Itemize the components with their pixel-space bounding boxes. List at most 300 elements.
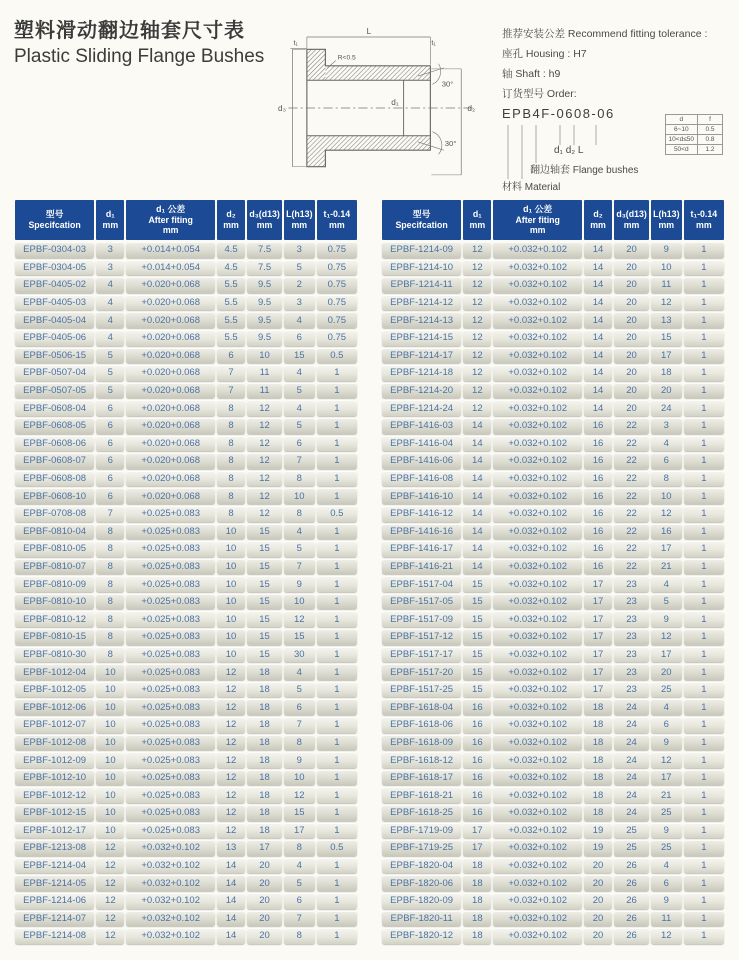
table-row [15,858,357,874]
tolerance-cell: +0.032+0.102 [493,823,581,839]
d2-cell: 16 [584,506,612,522]
d2-cell: 14 [217,875,245,891]
table-row [382,858,724,874]
d2-cell: 16 [584,418,612,434]
spec-cell: EPBF-1214-06 [15,893,94,909]
d3-cell: 22 [614,418,649,434]
length-cell: 3 [284,295,315,311]
t-cell: 1 [317,928,357,944]
d3-cell: 20 [247,875,282,891]
col-header-length: L(h13) mm [651,200,682,240]
spec-cell: EPBF-1214-07 [15,911,94,927]
tolerance-cell: +0.014+0.054 [126,260,214,276]
d3-cell: 24 [614,787,649,803]
d3-cell: 20 [614,348,649,364]
tolerance-cell: +0.032+0.102 [126,840,214,856]
d3-cell: 20 [614,260,649,276]
d3-cell: 20 [247,911,282,927]
d3-cell: 18 [247,805,282,821]
length-cell: 20 [651,664,682,680]
t-cell: 1 [684,823,724,839]
spec-cell: EPBF-1214-20 [382,383,461,399]
table-row [382,559,724,575]
spec-cell: EPBF-0608-05 [15,418,94,434]
length-cell: 12 [651,506,682,522]
d2-cell: 17 [584,629,612,645]
length-cell: 9 [651,242,682,258]
d1-cell: 4 [96,330,124,346]
d2-cell: 8 [217,488,245,504]
table-row [15,277,357,293]
title-block [14,14,276,196]
spec-cell: EPBF-0405-04 [15,312,94,328]
d3-cell: 18 [247,717,282,733]
length-cell: 17 [651,770,682,786]
d3-cell: 26 [614,928,649,944]
length-cell: 9 [651,735,682,751]
d1-cell: 10 [96,787,124,803]
t-cell: 1 [317,875,357,891]
tolerance-cell: +0.032+0.102 [493,277,581,293]
d3-cell: 15 [247,647,282,663]
d3-cell: 25 [614,840,649,856]
t-cell: 1 [684,541,724,557]
length-cell: 10 [284,488,315,504]
tolerance-cell: +0.032+0.102 [493,893,581,909]
d3-cell: 18 [247,699,282,715]
table-row [382,471,724,487]
table-row [382,682,724,698]
tolerance-cell: +0.032+0.102 [493,436,581,452]
d1-cell: 16 [463,717,491,733]
d3-cell: 18 [247,664,282,680]
table-row [382,506,724,522]
d3-cell: 18 [247,682,282,698]
spec-cell: EPBF-1517-20 [382,664,461,680]
table-row [382,664,724,680]
spec-cell: EPBF-0507-04 [15,365,94,381]
spec-cell: EPBF-1618-09 [382,735,461,751]
d1-cell: 6 [96,418,124,434]
col-header-d3: d₃(d13) mm [614,200,649,240]
length-cell: 6 [651,453,682,469]
table-row [15,682,357,698]
d3-cell: 24 [614,717,649,733]
length-cell: 10 [651,260,682,276]
d3-cell: 24 [614,735,649,751]
d2-cell: 14 [584,330,612,346]
spec-cell: EPBF-1719-09 [382,823,461,839]
tolerance-cell: +0.025+0.083 [126,594,214,610]
t-cell: 1 [684,770,724,786]
tolerance-cell: +0.025+0.083 [126,717,214,733]
tolerance-cell: +0.020+0.068 [126,453,214,469]
d2-cell: 12 [217,735,245,751]
d2-cell: 18 [584,805,612,821]
t-cell: 1 [684,664,724,680]
t-cell: 1 [317,488,357,504]
d2-cell: 14 [584,312,612,328]
d2-cell: 4.5 [217,242,245,258]
d3-cell: 24 [614,805,649,821]
tolerance-cell: +0.020+0.068 [126,312,214,328]
table-row [382,699,724,715]
spec-cell: EPBF-1618-25 [382,805,461,821]
d1-cell: 3 [96,242,124,258]
d3-cell: 11 [247,365,282,381]
length-cell: 3 [284,242,315,258]
t-cell: 0.75 [317,242,357,258]
t-cell: 1 [317,611,357,627]
table-row [15,242,357,258]
length-cell: 15 [284,805,315,821]
d3-cell: 20 [614,242,649,258]
spec-cell: EPBF-1214-05 [15,875,94,891]
table-row [15,559,357,575]
tolerance-cell: +0.032+0.102 [493,682,581,698]
fitting-tolerance-line: 推荐安装公差 Recommend fitting tolerance : [502,28,708,40]
length-cell: 7 [284,453,315,469]
d2-cell: 12 [217,805,245,821]
d1-cell: 15 [463,629,491,645]
d2-cell: 14 [217,928,245,944]
d3-cell: 20 [614,295,649,311]
d2-cell: 8 [217,506,245,522]
d3-cell: 26 [614,911,649,927]
spec-cell: EPBF-0608-06 [15,436,94,452]
length-cell: 21 [651,787,682,803]
tolerance-cell: +0.032+0.102 [493,805,581,821]
length-cell: 21 [651,559,682,575]
t-cell: 1 [684,594,724,610]
t-cell: 1 [317,770,357,786]
spec-cell: EPBF-1012-17 [15,823,94,839]
table-row [382,629,724,645]
page-title-zh: 塑料滑动翻边轴套尺寸表 [14,20,245,42]
d2-cell: 10 [217,576,245,592]
tolerance-cell: +0.032+0.102 [493,242,581,258]
table-row [15,365,357,381]
table-row [382,524,724,540]
d2-cell: 14 [584,242,612,258]
spec-cell: EPBF-1416-17 [382,541,461,557]
radius-label: R<0.5 [337,54,356,62]
tolerance-cell: +0.032+0.102 [493,506,581,522]
d3-cell: 7.5 [247,242,282,258]
table-row [15,312,357,328]
t-cell: 1 [684,400,724,416]
d1-cell: 5 [96,348,124,364]
d2-cell: 14 [584,383,612,399]
d2-cell: 4.5 [217,260,245,276]
tolerance-cell: +0.032+0.102 [493,928,581,944]
spec-cell: EPBF-1416-04 [382,436,461,452]
d3-cell: 22 [614,436,649,452]
tolerance-cell: +0.032+0.102 [493,488,581,504]
spec-cell: EPBF-1012-12 [15,787,94,803]
spec-cell: EPBF-1416-08 [382,471,461,487]
d3-cell: 22 [614,524,649,540]
table-row [382,453,724,469]
length-cell: 13 [651,312,682,328]
table-row [15,805,357,821]
d1-cell: 6 [96,400,124,416]
table-row [15,611,357,627]
tolerance-cell: +0.032+0.102 [493,471,581,487]
t-cell: 1 [684,717,724,733]
d1-cell: 14 [463,471,491,487]
d3-cell: 22 [614,453,649,469]
d1-cell: 14 [463,524,491,540]
d2-cell: 18 [584,699,612,715]
table-row [382,770,724,786]
d3-cell: 9.5 [247,330,282,346]
length-cell: 10 [651,488,682,504]
spec-cell: EPBF-1416-21 [382,559,461,575]
tolerance-cell: +0.020+0.068 [126,277,214,293]
d2-cell: 17 [584,682,612,698]
tolerance-cell: +0.032+0.102 [493,858,581,874]
annotation-dims-label: d₁ d₂ L [554,145,584,156]
d2-cell: 16 [584,471,612,487]
d1-cell: 16 [463,735,491,751]
d1-cell: 14 [463,559,491,575]
tolerance-cell: +0.032+0.102 [493,330,581,346]
d3-cell: 15 [247,541,282,557]
length-cell: 6 [284,330,315,346]
d3-cell: 20 [247,893,282,909]
d1-cell: 14 [463,418,491,434]
table-row [15,576,357,592]
d1-cell: 4 [96,277,124,293]
t-cell: 0.5 [317,506,357,522]
d2-cell: 20 [584,893,612,909]
d3-cell: 12 [247,418,282,434]
length-cell: 6 [651,875,682,891]
mini-table-header-f: f [698,115,723,125]
d3-cell: 20 [614,312,649,328]
table-row [382,365,724,381]
table-row [382,805,724,821]
t-cell: 1 [317,787,357,803]
col-header-d2: d₂ mm [584,200,612,240]
d1-cell: 15 [463,594,491,610]
table-row [15,787,357,803]
spec-cell: EPBF-1012-05 [15,682,94,698]
spec-cell: EPBF-0810-05 [15,541,94,557]
d3-cell: 23 [614,682,649,698]
t-cell: 1 [684,735,724,751]
length-cell: 30 [284,647,315,663]
table-row [15,260,357,276]
spec-cell: EPBF-0708-08 [15,506,94,522]
d2-cell: 16 [584,541,612,557]
t-cell: 1 [684,875,724,891]
d1-cell: 7 [96,506,124,522]
t-cell: 1 [317,453,357,469]
table-body-right [382,242,724,944]
tolerance-cell: +0.025+0.083 [126,629,214,645]
spec-cell: EPBF-1416-06 [382,453,461,469]
tolerance-cell: +0.032+0.102 [493,875,581,891]
table-row [382,242,724,258]
d1-cell: 0.8 [698,135,723,145]
table-row [15,770,357,786]
tolerance-cell: +0.025+0.083 [126,506,214,522]
tolerance-cell: +0.032+0.102 [493,664,581,680]
table-row [382,840,724,856]
d3-cell: 15 [247,559,282,575]
table-row [15,295,357,311]
length-cell: 12 [651,928,682,944]
d1-cell: 3 [96,260,124,276]
length-cell: 18 [651,365,682,381]
d3-cell: 20 [614,277,649,293]
table-row [15,629,357,645]
spec-cell: EPBF-1214-13 [382,312,461,328]
tolerance-cell: +0.032+0.102 [493,365,581,381]
spec-cell: EPBF-0507-05 [15,383,94,399]
d2-cell: 20 [584,911,612,927]
length-cell: 4 [651,699,682,715]
length-cell: 4 [284,858,315,874]
d1-cell: 14 [463,453,491,469]
table-row [382,312,724,328]
d1-cell: 10 [96,823,124,839]
t-cell: 1 [684,752,724,768]
length-cell: 5 [284,875,315,891]
spec-cell: 10<d≤50 [665,135,697,145]
tolerance-cell: +0.020+0.068 [126,330,214,346]
page-title-en: Plastic Sliding Flange Bushes [14,46,265,67]
length-cell: 7 [284,911,315,927]
d1-cell: 8 [96,611,124,627]
d3-cell: 22 [614,488,649,504]
table-row [15,524,357,540]
tolerance-cell: +0.032+0.102 [493,611,581,627]
d1-cell: 17 [463,823,491,839]
t-cell: 1 [684,260,724,276]
d3-cell: 20 [614,383,649,399]
table-row [382,911,724,927]
d1-cell: 18 [463,858,491,874]
spec-cell: EPBF-1214-12 [382,295,461,311]
table-row [382,576,724,592]
spec-cell: EPBF-0405-03 [15,295,94,311]
tolerance-cell: +0.032+0.102 [493,647,581,663]
length-cell: 20 [651,383,682,399]
tolerance-cell: +0.032+0.102 [493,787,581,803]
d1-cell: 18 [463,911,491,927]
d1-cell: 10 [96,770,124,786]
tolerance-cell: +0.025+0.083 [126,541,214,557]
tolerance-cell: +0.025+0.083 [126,664,214,680]
d1-cell: 16 [463,770,491,786]
length-cell: 17 [651,647,682,663]
t-cell: 0.75 [317,295,357,311]
chamfer-mini-table [665,114,723,155]
tolerance-cell: +0.032+0.102 [493,453,581,469]
spec-cell: EPBF-1012-04 [15,664,94,680]
d2-cell: 10 [217,594,245,610]
spec-cell: EPBF-1214-17 [382,348,461,364]
t-cell: 1 [317,383,357,399]
length-cell: 25 [651,840,682,856]
tolerance-cell: +0.032+0.102 [126,858,214,874]
spec-cell: EPBF-0304-05 [15,260,94,276]
table-row [15,383,357,399]
spec-cell: EPBF-0810-12 [15,611,94,627]
d2-cell: 10 [217,611,245,627]
d3-cell: 22 [614,559,649,575]
spec-cell: EPBF-1719-25 [382,840,461,856]
tolerance-cell: +0.025+0.083 [126,559,214,575]
d1-cell: 12 [463,312,491,328]
t-cell: 1 [684,436,724,452]
table-row [382,260,724,276]
d3-cell: 15 [247,611,282,627]
order-label: 订货型号 Order: [502,88,577,100]
d3-cell: 23 [614,629,649,645]
d3-cell: 20 [247,858,282,874]
table-row [382,752,724,768]
length-cell: 16 [651,524,682,540]
d1-cell: 12 [96,911,124,927]
d1-cell: 16 [463,787,491,803]
dim-d3-label: d₃ [278,104,286,114]
table-row [15,699,357,715]
d1-cell: 16 [463,699,491,715]
d2-cell: 18 [584,717,612,733]
d2-cell: 14 [217,893,245,909]
d1-cell: 12 [96,928,124,944]
tolerance-cell: +0.025+0.083 [126,682,214,698]
table-row [15,418,357,434]
d1-cell: 8 [96,524,124,540]
table-row [15,647,357,663]
t-cell: 1 [684,611,724,627]
spec-cell: EPBF-1012-06 [15,699,94,715]
length-cell: 17 [284,823,315,839]
spec-cell: EPBF-1820-09 [382,893,461,909]
d1-cell: 6 [96,453,124,469]
d2-cell: 19 [584,840,612,856]
t-cell: 1 [317,664,357,680]
spec-cell: EPBF-1012-15 [15,805,94,821]
d1-cell: 10 [96,699,124,715]
d2-cell: 8 [217,453,245,469]
dimension-tables [0,198,739,946]
spec-cell: EPBF-1012-09 [15,752,94,768]
d3-cell: 9.5 [247,295,282,311]
length-cell: 4 [284,664,315,680]
d2-cell: 5.5 [217,330,245,346]
d3-cell: 17 [247,840,282,856]
length-cell: 7 [284,559,315,575]
table-row [15,471,357,487]
d3-cell: 20 [614,400,649,416]
table-row [382,787,724,803]
t-cell: 1 [684,471,724,487]
length-cell: 15 [284,348,315,364]
d2-cell: 16 [584,559,612,575]
length-cell: 5 [284,682,315,698]
mini-table-header-d: d [665,115,697,125]
table-row [15,893,357,909]
d2-cell: 12 [217,752,245,768]
d1-cell: 14 [463,541,491,557]
length-cell: 25 [651,682,682,698]
